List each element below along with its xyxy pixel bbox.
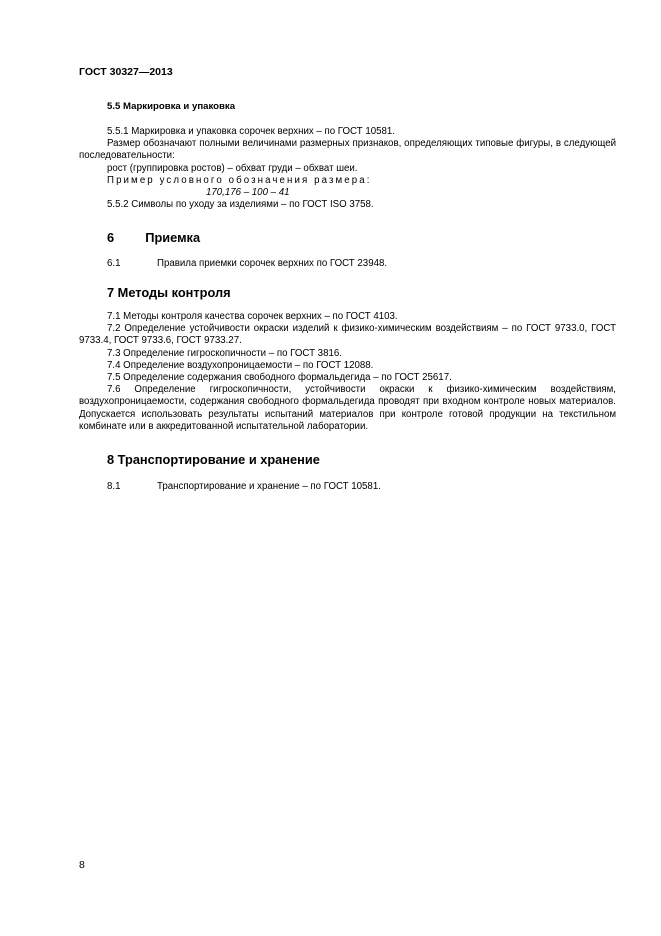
section-5-5-body bbox=[79, 126, 616, 211]
item-8-1-text: Транспортирование и хранение – по ГОСТ 10581. bbox=[157, 481, 381, 492]
paragraph-size-description: Размер обозначают полными величинами размерных признаков, определяющих типовые фигуры, в следующей последовательности: bbox=[79, 138, 616, 162]
item-6-1 bbox=[107, 258, 616, 270]
paragraph-5-5-1: 5.5.1 Маркировка и упаковка сорочек верхних – по ГОСТ 10581. bbox=[107, 126, 395, 137]
section-7-title: 7 Методы контроля bbox=[107, 285, 231, 300]
section-6-title: Приемка bbox=[145, 230, 201, 245]
document-code-header: ГОСТ 30327—2013 bbox=[79, 66, 173, 78]
item-7-6: 7.6 Определение гигроскопичности, устойчивости окраски к физико-химическим воздействиям, воздухопроницаемости, содержания свободного формальдегида проводят при входном контроле новых материалов. Допускается использовать результаты испытаний материалов при контроле готовой продукции на текстильном комбинате или в аккредитованной испытательной лаборатории. bbox=[79, 384, 616, 432]
item-7-2: 7.2 Определение устойчивости окраски изделий к физико-химическим воздействиям – по ГОСТ 9733.0, ГОСТ 9733.4, ГОСТ 9733.6, ГОСТ 9733.27. bbox=[79, 323, 616, 347]
paragraph-size-order: рост (группировка ростов) – обхват груди – обхват шеи. bbox=[107, 162, 358, 174]
paragraph-example-value: 170,176 – 100 – 41 bbox=[206, 187, 290, 199]
item-7-3: 7.3 Определение гигроскопичности – по ГОСТ 3816. bbox=[107, 347, 342, 359]
item-8-1-number: 8.1 bbox=[107, 481, 121, 492]
page-number: 8 bbox=[79, 859, 85, 871]
section-5-5-title: 5.5 Маркировка и упаковка bbox=[107, 101, 236, 112]
item-7-1: 7.1 Методы контроля качества сорочек верхних – по ГОСТ 4103. bbox=[107, 311, 398, 322]
section-8-title: 8 Транспортирование и хранение bbox=[107, 452, 320, 467]
item-7-5: 7.5 Определение содержания свободного формальдегида – по ГОСТ 25617. bbox=[107, 372, 452, 384]
paragraph-example-label: Пример условного обозначения размера: bbox=[107, 174, 372, 186]
item-8-1 bbox=[107, 481, 616, 493]
section-7-body bbox=[79, 311, 616, 433]
item-6-1-text: Правила приемки сорочек верхних по ГОСТ 23948. bbox=[157, 258, 388, 269]
paragraph-5-5-2: 5.5.2 Символы по уходу за изделиями – по ГОСТ ISO 3758. bbox=[107, 199, 374, 211]
item-7-4: 7.4 Определение воздухопроницаемости – по ГОСТ 12088. bbox=[107, 359, 374, 371]
section-6-heading bbox=[107, 230, 200, 245]
section-6-number: 6 bbox=[107, 230, 115, 245]
item-6-1-number: 6.1 bbox=[107, 258, 121, 269]
